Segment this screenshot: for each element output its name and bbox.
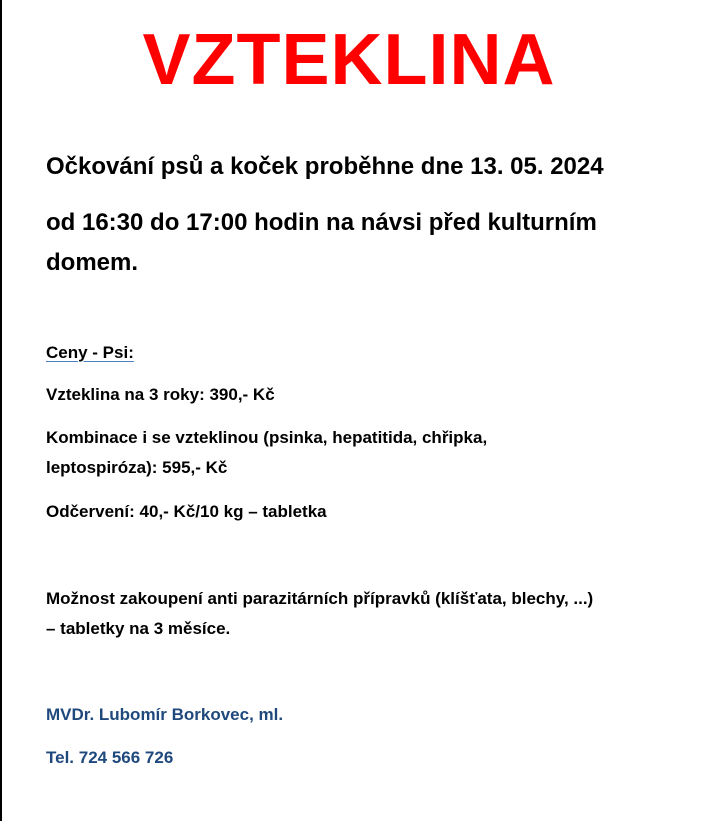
announcement-line-1: Očkování psů a koček proběhne dne 13. 05. 2024 — [46, 153, 604, 180]
prices-label: Ceny - Psi: — [46, 343, 134, 362]
price-combo-line-2: leptospiróza): 595,- Kč — [46, 458, 228, 477]
phone-number: Tel. 724 566 726 — [46, 748, 174, 767]
page-left-border — [0, 0, 2, 821]
announcement-line-3: domem. — [46, 249, 139, 276]
announcement-line-2: od 16:30 do 17:00 hodin na návsi před kulturním — [46, 209, 597, 236]
note-line-2: – tabletky na 3 měsíce. — [46, 619, 231, 638]
page-title: VZTEKLINA — [142, 20, 556, 100]
note-line-1: Možnost zakoupení anti parazitárních přípravků (klíšťata, blechy, ...) — [46, 589, 594, 608]
vet-name: MVDr. Lubomír Borkovec, ml. — [46, 705, 284, 724]
price-deworming: Odčervení: 40,- Kč/10 kg – tabletka — [46, 502, 327, 521]
price-combo-line-1: Kombinace i se vzteklinou (psinka, hepatitida, chřipka, — [46, 428, 488, 447]
price-rabies: Vzteklina na 3 roky: 390,- Kč — [46, 385, 275, 404]
